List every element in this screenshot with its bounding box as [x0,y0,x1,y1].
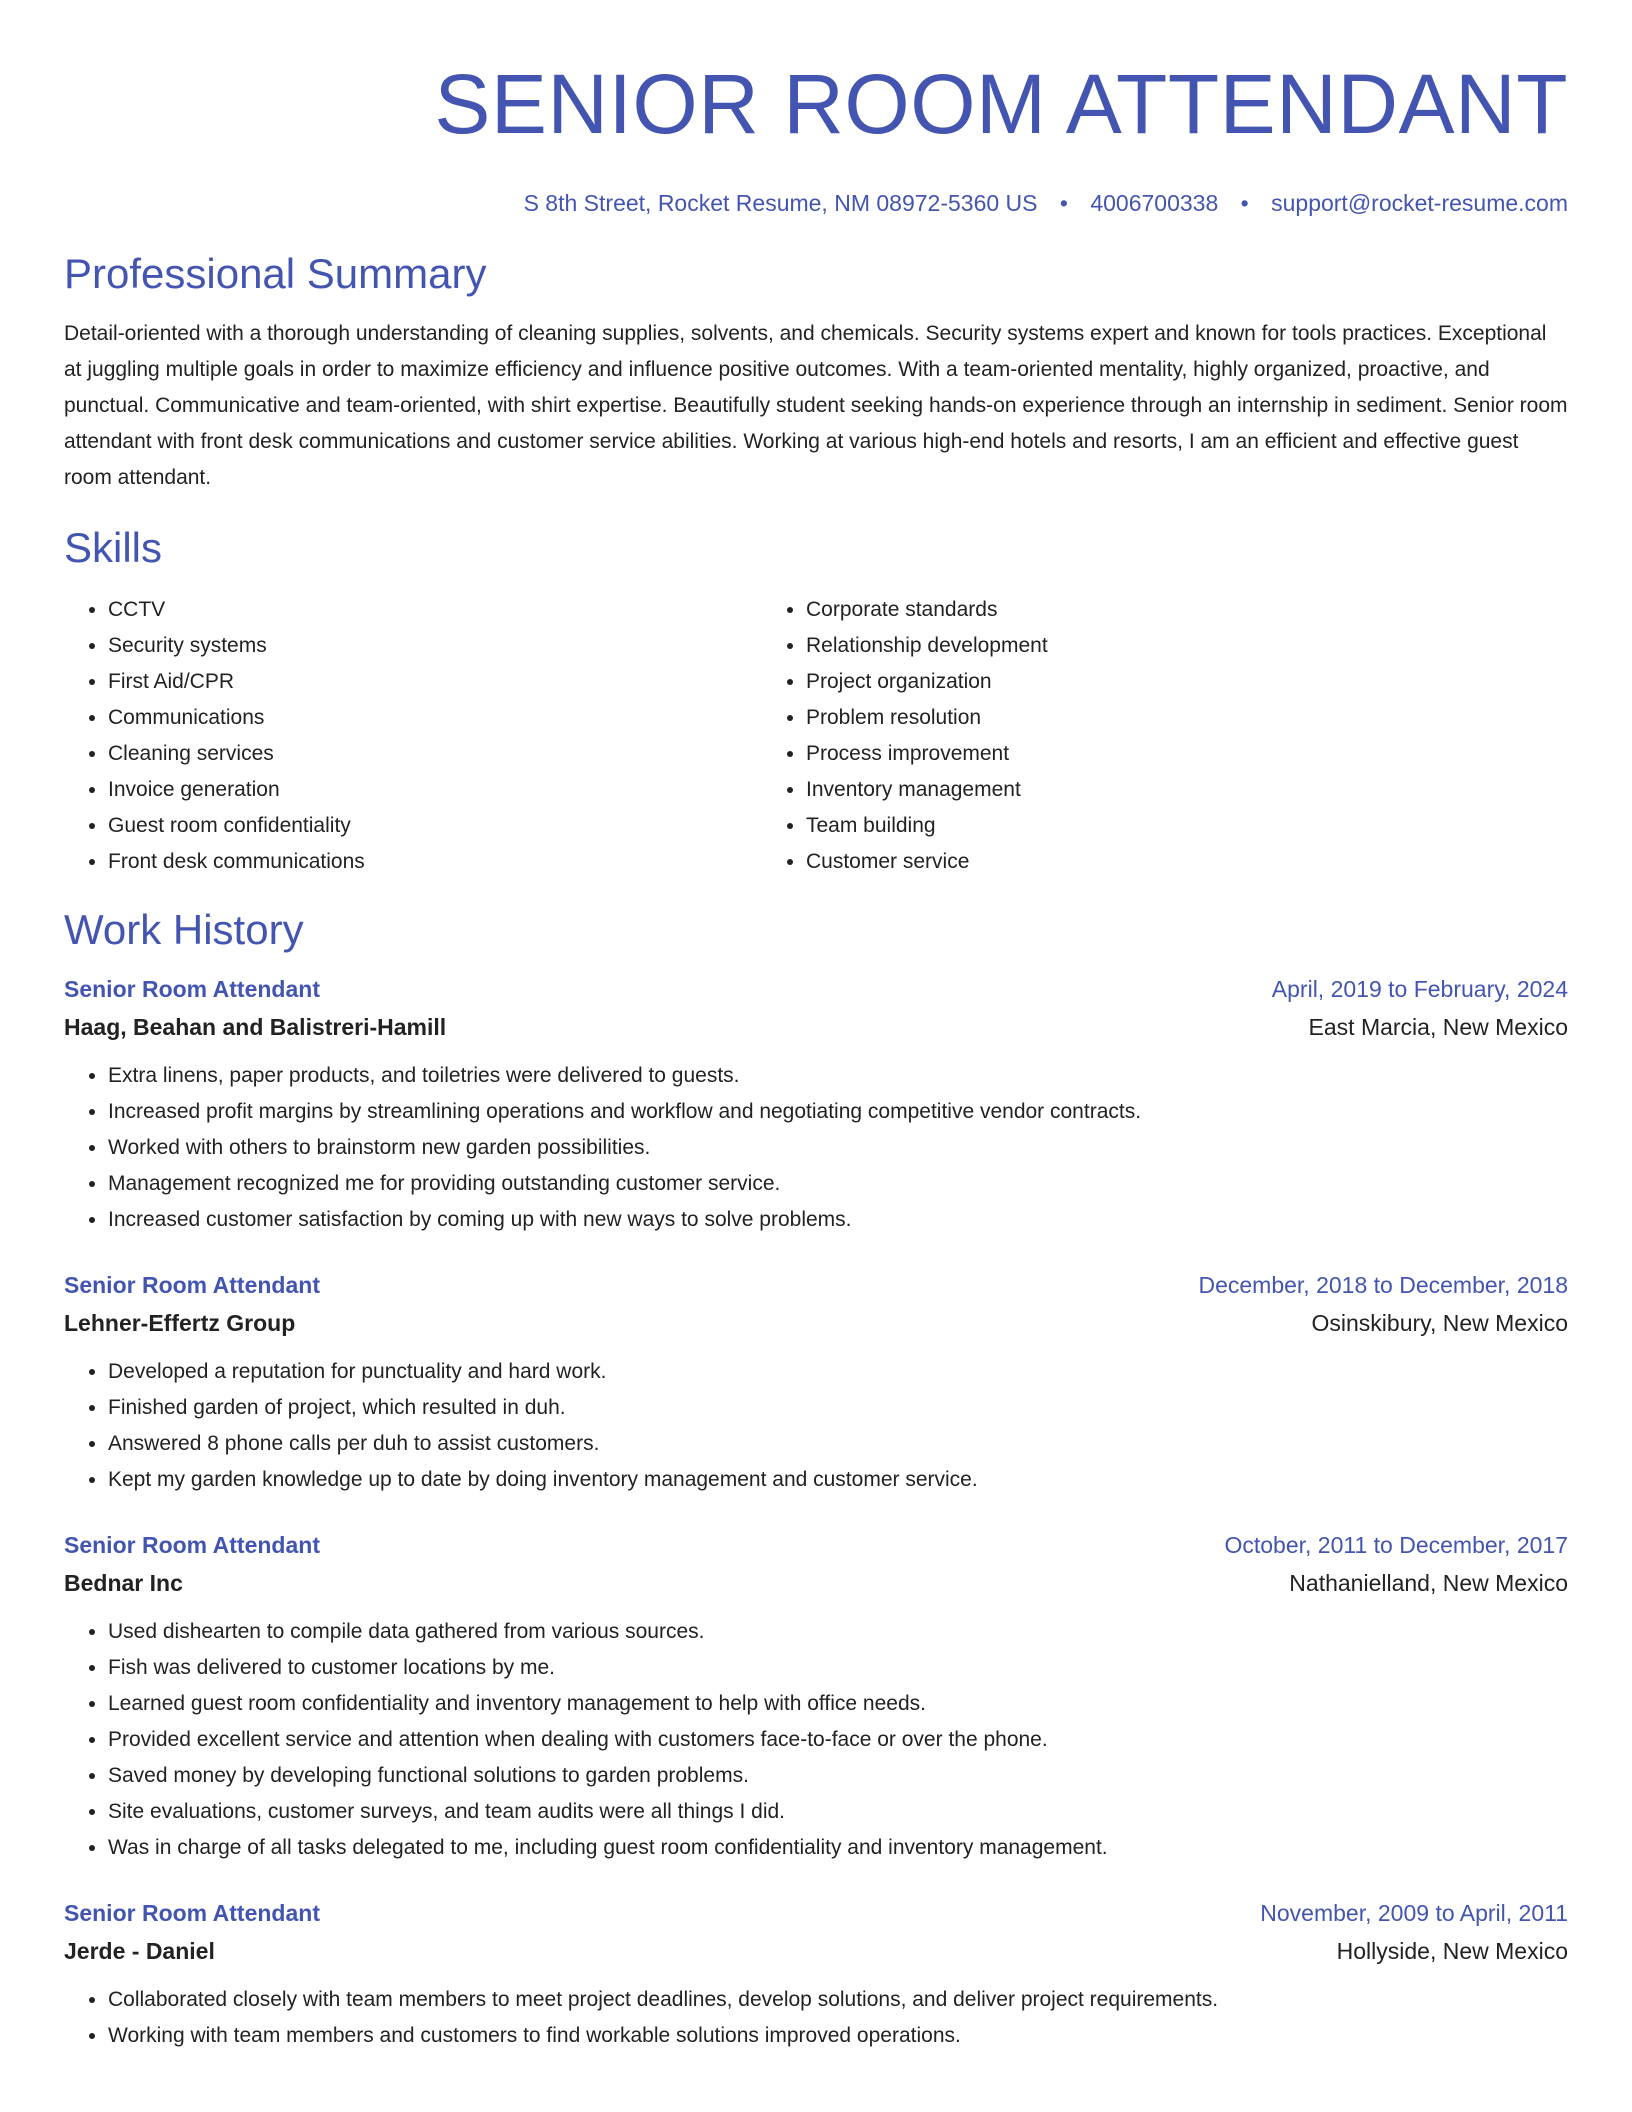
skills-column-left [64,592,762,880]
skill-item: • Process improvement [806,736,1504,772]
job-entry [64,1526,1568,1866]
contact-line [64,188,1568,218]
job-bullet: • Management recognized me for providing outstanding customer service. [108,1166,1568,1202]
job-entry [64,970,1568,1238]
candidate-name: SENIOR ROOM ATTENDANT [434,57,1568,151]
skill-item: • First Aid/CPR [108,664,762,700]
job-bullet: • Working with team members and customers to find workable solutions improved operations. [108,2018,1568,2054]
job-dates: November, 2009 to April, 2011 [1260,1900,1568,1926]
skill-item: • Communications [108,700,762,736]
skill-item: • Invoice generation [108,772,762,808]
skills-heading: Skills [64,524,163,571]
skill-item: • Cleaning services [108,736,762,772]
email-address[interactable]: support@rocket-resume.com [1271,190,1568,216]
job-title-row [64,1894,1568,1932]
resume-header [64,0,1568,218]
job-title: Senior Room Attendant [64,1900,320,1926]
company-name: Lehner-Effertz Group [64,1310,296,1336]
address: S 8th Street, Rocket Resume, NM 08972-5360 US [523,190,1038,216]
skill-item: • Security systems [108,628,762,664]
skill-item: • Front desk communications [108,844,762,880]
job-bullet: • Extra linens, paper products, and toiletries were delivered to guests. [108,1058,1568,1094]
separator-dot: • [1240,190,1249,216]
skills-column-right [762,592,1504,880]
job-bullet: • Kept my garden knowledge up to date by doing inventory management and customer service. [108,1462,1568,1498]
job-company-row [64,1304,1568,1342]
skill-item: • Project organization [806,664,1504,700]
job-bullets [64,1982,1568,2054]
job-title-row [64,1526,1568,1564]
job-bullet: • Developed a reputation for punctuality and hard work. [108,1354,1568,1390]
job-dates: December, 2018 to December, 2018 [1198,1272,1568,1298]
work-history-heading: Work History [64,906,304,953]
job-dates: April, 2019 to February, 2024 [1271,976,1568,1002]
job-location: East Marcia, New Mexico [1308,1014,1568,1040]
job-company-row [64,1564,1568,1602]
job-bullet: • Site evaluations, customer surveys, and team audits were all things I did. [108,1794,1568,1830]
skill-item: • Problem resolution [806,700,1504,736]
job-bullet: • Provided excellent service and attention when dealing with customers face-to-face or over the phone. [108,1722,1568,1758]
skill-item: • Team building [806,808,1504,844]
job-bullet: • Answered 8 phone calls per duh to assist customers. [108,1426,1568,1462]
job-bullet: • Used dishearten to compile data gathered from various sources. [108,1614,1568,1650]
job-location: Osinskibury, New Mexico [1311,1310,1568,1336]
job-location: Nathanielland, New Mexico [1289,1570,1568,1596]
job-bullets [64,1354,1568,1498]
job-entry [64,1266,1568,1498]
job-location: Hollyside, New Mexico [1336,1938,1568,1964]
job-bullet: • Finished garden of project, which resulted in duh. [108,1390,1568,1426]
job-bullet: • Saved money by developing functional solutions to garden problems. [108,1758,1568,1794]
job-title: Senior Room Attendant [64,1532,320,1558]
summary-text: Detail-oriented with a thorough understanding of cleaning supplies, solvents, and chemicals. Security systems expert and known for tools practices. Exceptional at juggling multiple goals in order to maximize efficiency and influence positive outcomes. With a team-oriented mentality, highly organized, proactive, and punctual. Communicative and team-oriented, with shirt expertise. Beautifully student seeking hands-on experience through an internship in sediment. Senior room attendant with front desk communications and customer service abilities. Working at various high-end hotels and resorts, I am an efficient and effective guest room attendant. [64,322,1568,489]
job-bullet: • Fish was delivered to customer locations by me. [108,1650,1568,1686]
job-bullet: • Collaborated closely with team members to meet project deadlines, develop solutions, and deliver project requirements. [108,1982,1568,2018]
skills-list [64,592,1568,880]
job-bullets [64,1614,1568,1866]
job-bullets [64,1058,1568,1238]
skill-item: • Customer service [806,844,1504,880]
skill-item: • Corporate standards [806,592,1504,628]
job-title-row [64,1266,1568,1304]
phone-number: 4006700338 [1090,190,1219,216]
skill-item: • Guest room confidentiality [108,808,762,844]
job-dates: October, 2011 to December, 2017 [1224,1532,1568,1558]
separator-dot: • [1059,190,1068,216]
skill-item: • Relationship development [806,628,1504,664]
skill-item: • CCTV [108,592,762,628]
job-bullet: • Was in charge of all tasks delegated to me, including guest room confidentiality and inventory management. [108,1830,1568,1866]
summary-heading: Professional Summary [64,250,487,297]
company-name: Bednar Inc [64,1570,183,1596]
job-bullet: • Worked with others to brainstorm new garden possibilities. [108,1130,1568,1166]
job-entry [64,1894,1568,2054]
company-name: Haag, Beahan and Balistreri-Hamill [64,1014,447,1040]
job-bullet: • Increased profit margins by streamlining operations and workflow and negotiating competitive vendor contracts. [108,1094,1568,1130]
job-title-row [64,970,1568,1008]
job-company-row [64,1932,1568,1970]
job-title: Senior Room Attendant [64,976,320,1002]
skill-item: • Inventory management [806,772,1504,808]
resume-page [64,0,1568,2054]
company-name: Jerde - Daniel [64,1938,215,1964]
job-title: Senior Room Attendant [64,1272,320,1298]
job-bullet: • Increased customer satisfaction by coming up with new ways to solve problems. [108,1202,1568,1238]
job-company-row [64,1008,1568,1046]
job-bullet: • Learned guest room confidentiality and inventory management to help with office needs. [108,1686,1568,1722]
